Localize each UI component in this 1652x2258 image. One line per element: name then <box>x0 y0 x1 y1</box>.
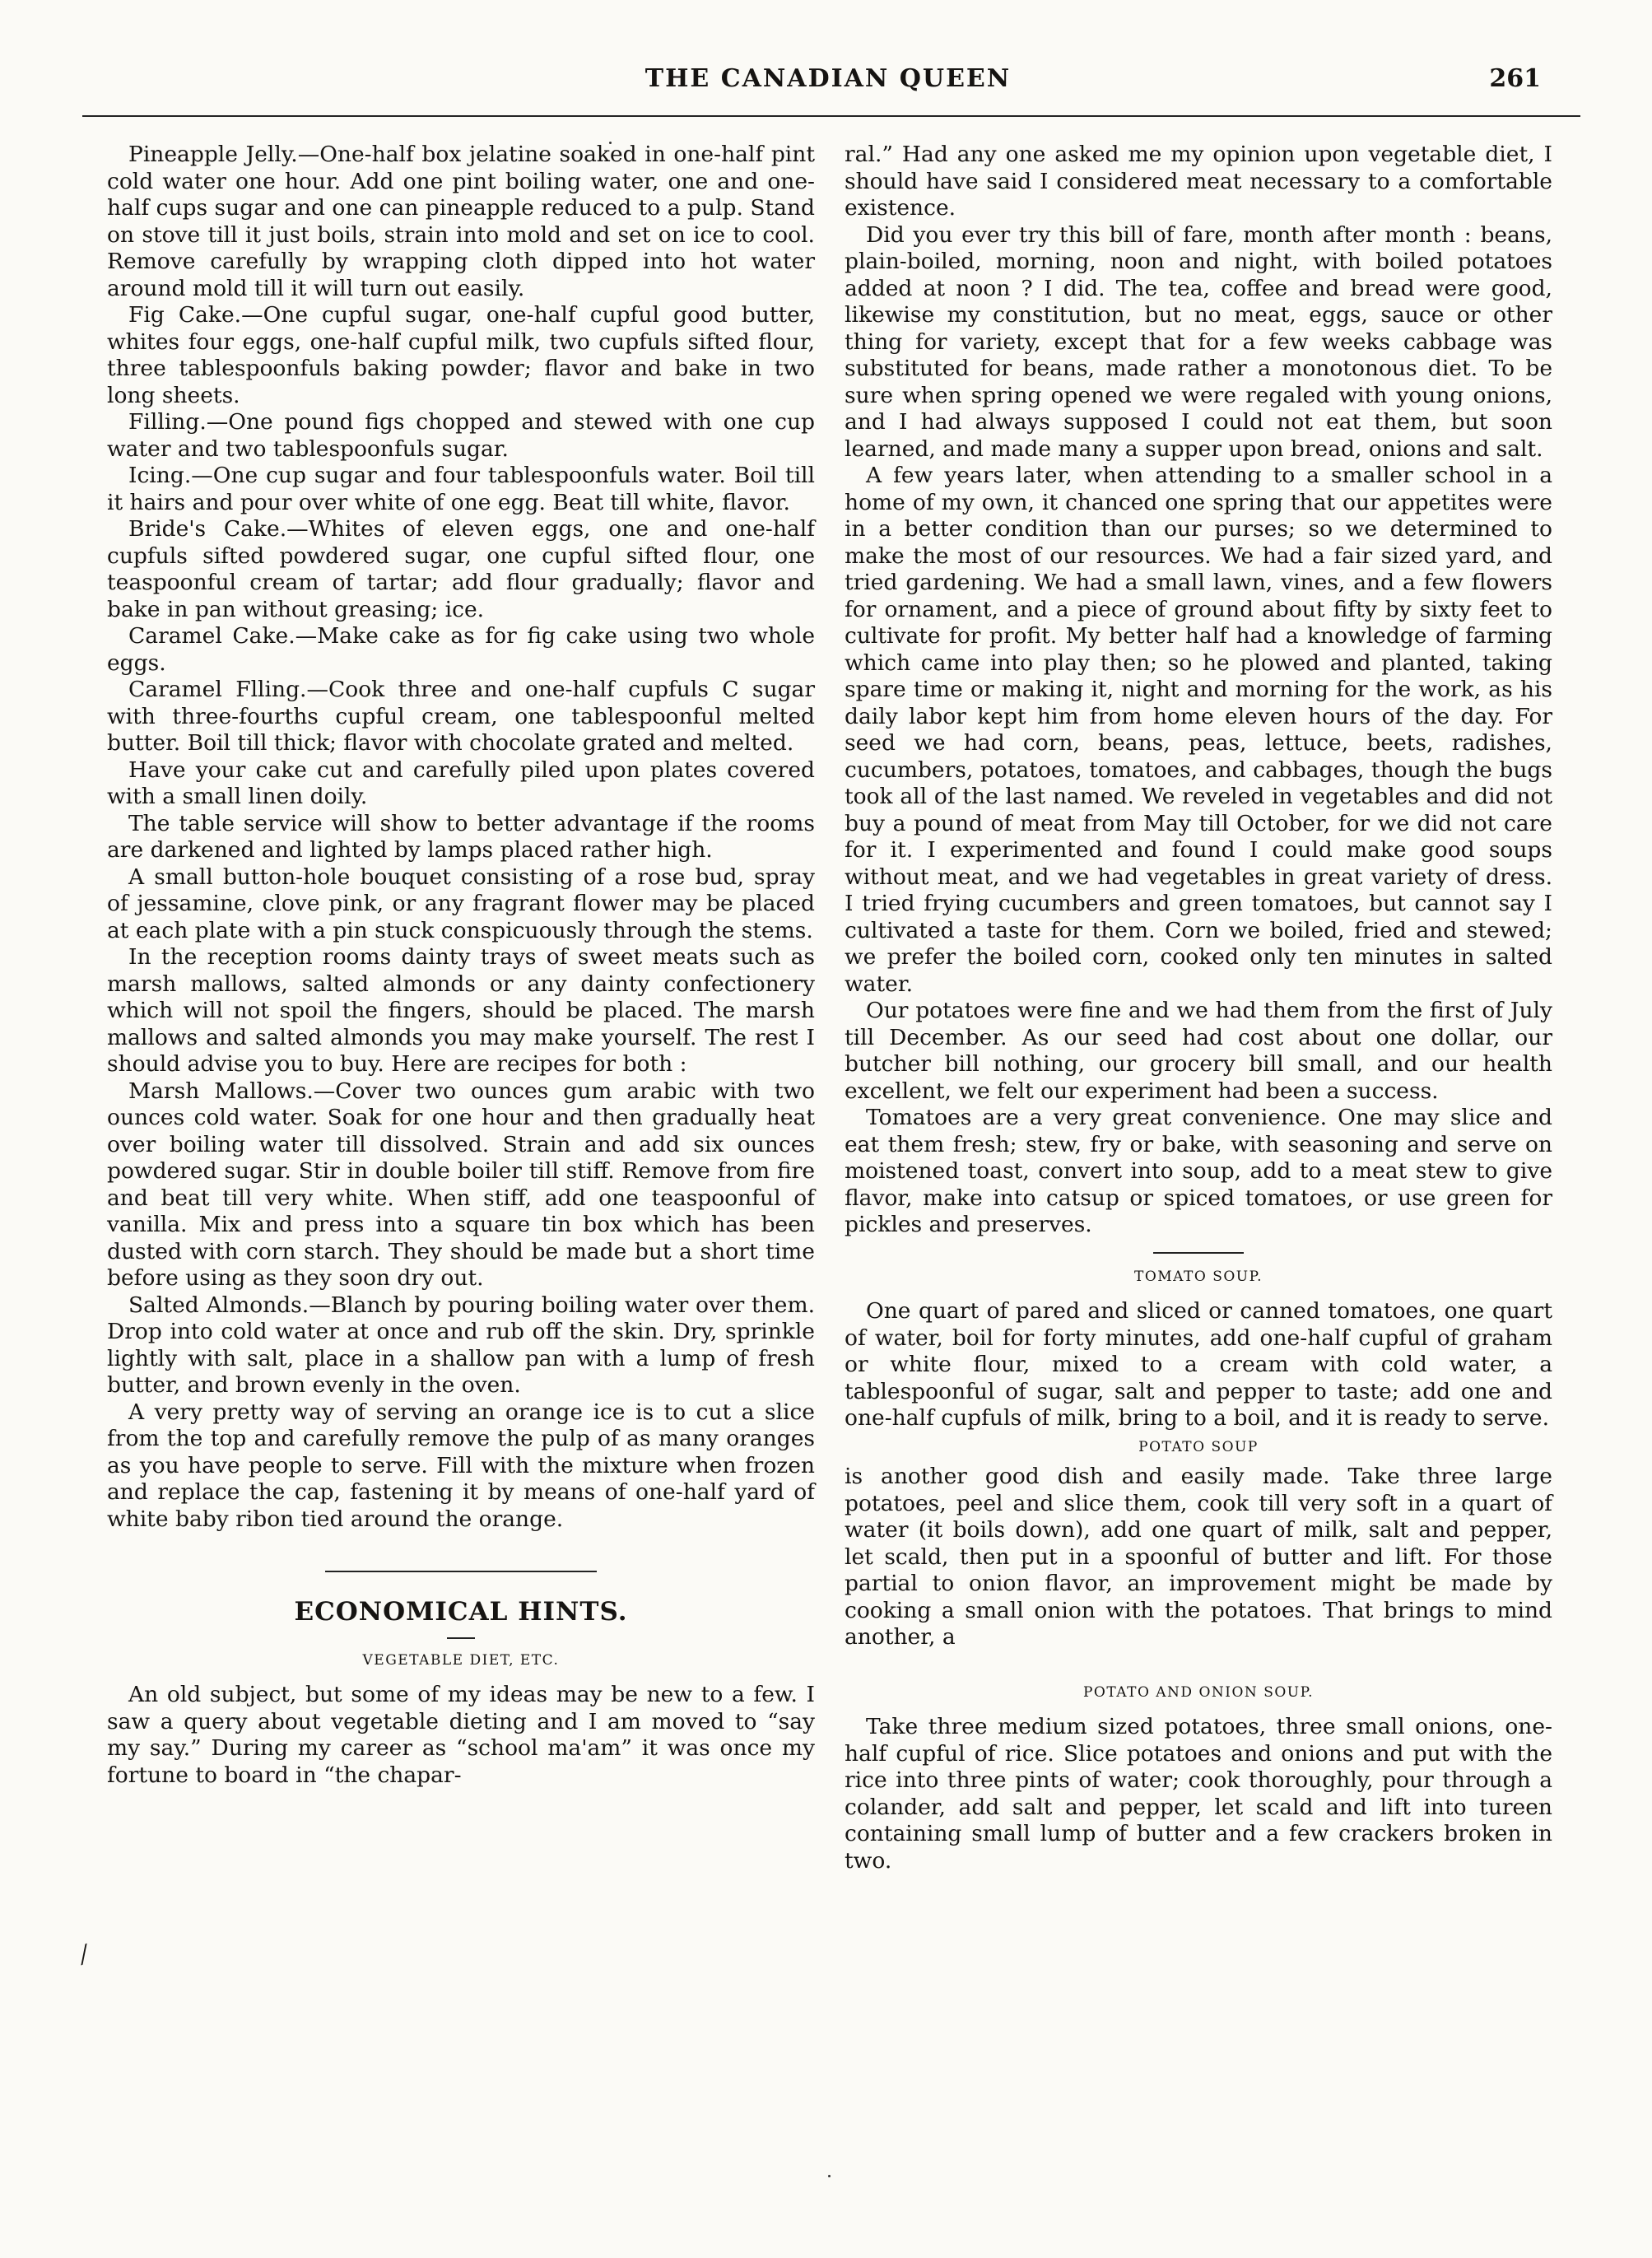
right-column <box>845 142 1552 1874</box>
page-header <box>91 58 1566 109</box>
section-subheading: VEGETABLE DIET, ETC. <box>362 1651 560 1669</box>
paragraph-pineapple-jelly: Pineapple Jelly.—One-half box jelatine soaked in one-half pint cold water one hour. Add one pint boiling water, one and one-half cups sugar and one can pineapple reduced to a pulp. Stand on stove till it just boils, strain into mold and set on ice to cool. Remove carefully by wrapping cloth dipped into hot water around mold till it will turn out easily. <box>107 142 815 301</box>
paragraph-potatoes: Our potatoes were fine and we had them from the first of July till December. As our seed had cost about one dollar, our butcher bill nothing, our grocery bill small, and our health excellent, we felt our experiment had been a success. <box>845 998 1552 1104</box>
paragraph-continued: ral.” Had any one asked me my opinion upon vegetable diet, I should have said I considered meat necessary to a comfortable existence. <box>845 142 1552 221</box>
paragraph-reception-rooms: In the reception rooms dainty trays of sweet meats such as marsh mallows, salted almonds or any dainty confectionery which will not spoil the fingers, should be placed. The marsh mallows and salted almonds you may make yourself. The rest I should advise you to buy. Here are recipes for both : <box>107 944 815 1077</box>
paragraph-salted-almonds: Salted Almonds.—Blanch by pouring boiling water over them. Drop into cold water at once and rub off the skin. Dry, sprinkle lightly with salt, place in a shallow pan with a lump of fresh butter, and brown evenly in the oven. <box>107 1292 815 1398</box>
potato-onion-soup-heading: POTATO AND ONION SOUP. <box>1082 1683 1315 1701</box>
paragraph-cake-serving: Have your cake cut and carefully piled upon plates covered with a small linen doily. <box>107 757 815 809</box>
potato-onion-soup-text: Take three medium sized potatoes, three small onions, one-half cupful of rice. Slice potatoes and onions and put with the rice into three pints of water; cook thoroughly, pour through a colander, add salt and pepper, let scald and lift into tureen containing small lump of butter and a few crackers broken in two. <box>845 1714 1552 1874</box>
header-rule <box>82 115 1580 117</box>
paragraph-table-service: The table service will show to better advantage if the rooms are darkened and lighted by lamps placed rather high. <box>107 810 815 863</box>
paragraph-caramel-filling: Caramel Flling.—Cook three and one-half cupfuls C sugar with three-fourths cupful cream, one tablespoonful melted butter. Boil till thick; flavor with chocolate grated and melted. <box>107 677 815 756</box>
section-title: ECONOMICAL HINTS. <box>294 1597 628 1627</box>
tomato-soup-heading: TOMATO SOUP. <box>1133 1268 1263 1285</box>
left-column <box>107 142 815 1789</box>
paragraph-filling: Filling.—One pound figs chopped and stewed with one cup water and two tablespoonfuls sugar. <box>107 409 815 462</box>
publication-title: THE CANADIAN QUEEN <box>645 64 1012 93</box>
paragraph-orange-ice: A very pretty way of serving an orange ice is to cut a slice from the top and carefully remove the pulp of as many oranges as you have people to serve. Fill with the mixture when frozen and replace the cap, fastening it by means of one-half yard of white baby ribon tied around the orange. <box>107 1399 815 1532</box>
potato-soup-text: is another good dish and easily made. Take three large potatoes, peel and slice them, cook till very soft in a quart of water (it boils down), add one quart of milk, salt and pepper, let scald, then put in a spoonful of butter and lift. For those partial to onion flavor, an improvement might be made by cooking a small onion with the potatoes. That brings to mind another, a <box>845 1464 1552 1650</box>
paragraph-brides-cake: Bride's Cake.—Whites of eleven eggs, one and one-half cupfuls sifted powdered sugar, one cupful sifted flour, one teaspoonful cream of tartar; add flour gradually; flavor and bake in pan without greasing; ice. <box>107 516 815 622</box>
paragraph-gardening: A few years later, when attending to a smaller school in a home of my own, it chanced one spring that our appetites were in a better condition than our purses; so we determined to make the most of our resources. We had a fair sized yard, and tried gardening. We had a small lawn, vines, and a few flowers for ornament, and a piece of ground about fifty by sixty feet to cultivate for profit. My better half had a knowledge of farming which came into play then; so he plowed and planted, taking spare time or making it, night and morning for the work, as his daily labor kept him from home eleven hours of the day. For seed we had corn, beans, peas, lettuce, beets, radishes, cucumbers, potatoes, tomatoes, and cabbages, though the bugs took all of the last named. We reveled in vegetables and did not buy a pound of meat from May till October, for we did not care for it. I experimented and found I could make good soups without meat, and we had vegetables in great variety of dress. I tried frying cucumbers and green tomatoes, but cannot say I cultivated a taste for them. Corn we boiled, fried and stewed; we prefer the boiled corn, cooked only ten minutes in salted water. <box>845 463 1552 997</box>
tomato-soup-text: One quart of pared and sliced or canned tomatoes, one quart of water, boil for forty minutes, add one-half cupful of graham or white flour, mixed to a cream with cold water, a tablespoonful of sugar, salt and pepper to taste; add one and one-half cupfuls of milk, bring to a boil, and it is ready to serve. <box>845 1298 1552 1431</box>
paragraph-tomatoes: Tomatoes are a very great convenience. One may slice and eat them fresh; stew, fry or bake, with seasoning and serve on moistened toast, convert into soup, add to a meat stew to give flavor, make into catsup or spiced tomatoes, or use green for pickles and preserves. <box>845 1105 1552 1237</box>
paragraph-bill-of-fare: Did you ever try this bill of fare, month after month : beans, plain-boiled, morning, noon and night, with boiled potatoes added at noon ? I did. The tea, coffee and bread were good, likewise my constitution, but no meat, eggs, sauce or other thing for variety, except that for a few weeks cabbage was substituted for beans, made rather a monotonous diet. To be sure when spring opened we were regaled with young onions, and I had always supposed I could not eat them, but soon learned, and made many a supper upon bread, onions and salt. <box>845 221 1552 462</box>
paragraph-economical-intro: An old subject, but some of my ideas may be new to a few. I saw a query about vegetable dieting and I am moved to “say my say.” During my career as “school ma'am” it was once my fortune to board in “the chapar- <box>107 1682 815 1788</box>
ink-dot <box>828 2175 831 2177</box>
stray-mark: ⁄ <box>77 1941 91 1970</box>
paragraph-bouquet: A small button-hole bouquet consisting of a rose bud, spray of jessamine, clove pink, or any fragrant flower may be placed at each plate with a pin stuck conspicuously through the stems. <box>107 864 815 943</box>
paragraph-icing: Icing.—One cup sugar and four tablespoonfuls water. Boil till it hairs and pour over white of one egg. Beat till white, flavor. <box>107 463 815 515</box>
potato-soup-heading: POTATO SOUP <box>1138 1438 1259 1455</box>
recipe-divider <box>1153 1252 1244 1254</box>
section-divider <box>325 1571 597 1572</box>
title-dash <box>447 1637 475 1639</box>
paragraph-fig-cake: Fig Cake.—One cupful sugar, one-half cupful good butter, whites four eggs, one-half cupful milk, two cupfuls sifted flour, three tablespoonfuls baking powder; flavor and bake in two long sheets. <box>107 302 815 408</box>
page-number: 261 <box>1489 64 1541 93</box>
paragraph-caramel-cake: Caramel Cake.—Make cake as for fig cake using two whole eggs. <box>107 623 815 676</box>
paragraph-marsh-mallows: Marsh Mallows.—Cover two ounces gum arabic with two ounces cold water. Soak for one hour and then gradually heat over boiling water till dissolved. Strain and add six ounces powdered sugar. Stir in double boiler till stiff. Remove from fire and beat till very white. When stiff, add one teaspoonful of vanilla. Mix and press into a square tin box which has been dusted with corn starch. They should be made but a short time before using as they soon dry out. <box>107 1078 815 1291</box>
